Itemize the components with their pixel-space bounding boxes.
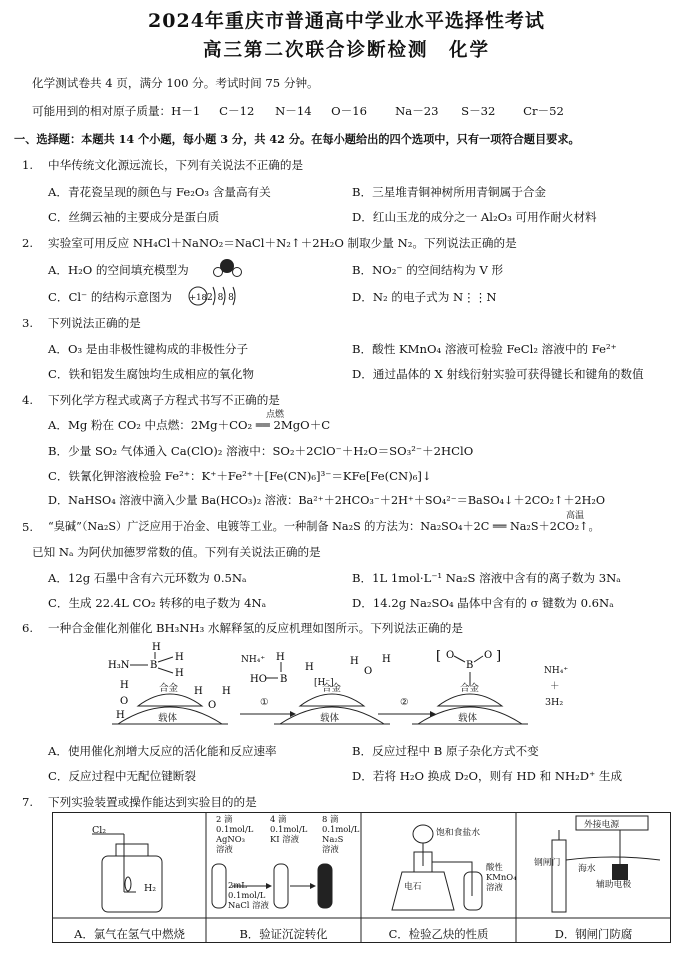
q5-option-c: C．生成 22.4L CO₂ 转移的电子数为 4Nₐ [48,596,267,610]
alloy-label-3: 合金 [460,683,480,694]
svg-text:H: H [350,656,359,667]
water-model-icon [208,256,244,280]
mass-cr: Cr－52 [523,104,564,118]
h2-product: 3H₂ [545,697,564,708]
exam-title: 2024年重庆市普通高中学业水平选择性考试 [148,10,545,32]
q3-number: 3. [22,316,34,330]
kmno4-line2: KMnO₄ [486,872,517,882]
seawater-label: 海水 [578,864,596,874]
svg-text:]: ] [496,649,502,664]
hydride-ion: [H⁻] [314,678,334,688]
drop1-label [216,814,253,854]
q1-option-a: A．青花瓷呈现的颜色与 Fe₂O₃ 含量高有关 [48,185,271,199]
svg-text:H: H [222,686,231,697]
alloy-label-2: 合金 [322,683,342,694]
q4-option-d: D．NaHSO₄ 溶液中滴入少量 Ba(HCO₃)₂ 溶液：Ba²⁺＋2HCO₃⁻＋2H⁺＋SO₄²⁻＝BaSO₄↓＋2CO₂↑＋2H₂O [48,494,606,507]
q5-number: 5. [22,520,34,534]
mechanism-diagram [100,638,660,738]
drop2-line2: 0.1mol/L [270,824,308,834]
svg-text:O: O [208,700,217,711]
drop3-line2: 0.1mol/L [322,824,360,834]
q6-option-a: A．使用催化剂增大反应的活化能和反应速率 [48,744,277,758]
q5-condition: 高温 [566,511,585,521]
caption-c: C．检验乙炔的性质 [388,927,489,941]
q3-option-d: D．通过晶体的 X 射线衍射实验可获得键长和键角的数值 [352,367,644,381]
q5-stem: “臭碱”（Na₂S）广泛应用于冶金、电镀等工业。一种制备 Na₂S 的方法为：Na₂SO₄＋2C ══ Na₂S＋2CO₂↑。 [48,520,600,533]
svg-text:H: H [382,654,391,665]
mass-s: S－32 [461,104,496,118]
svg-text:H: H [194,686,203,697]
q6-option-d: D．若将 H₂O 换成 D₂O，则有 HD 和 NH₂D⁺ 生成 [352,769,623,783]
nh4-ion: NH₄⁺ [241,655,266,665]
mass-h: H－1 [171,104,201,118]
base-line2: 0.1mol/L [228,890,266,900]
svg-text:O: O [120,696,129,707]
q1-number: 1. [22,158,34,172]
svg-text:H: H [120,680,129,691]
q6-number: 6. [22,621,34,635]
mass-n: N－14 [275,104,312,118]
q7-number: 7. [22,795,34,809]
svg-text:O: O [364,666,373,677]
q3-option-a: A．O₃ 是由非极性键构成的非极性分子 [48,342,249,356]
svg-text:H: H [305,662,314,673]
q7-stem: 下列实验装置或操作能达到实验目的的是 [48,795,257,809]
support-label-3: 载体 [458,713,478,724]
q6-option-b: B．反应过程中 B 原子杂化方式不变 [352,744,539,758]
q2-option-c: C．Cl⁻ 的结构示意图为 [48,290,173,304]
step-1-label: ① [260,697,269,708]
svg-text:B: B [466,660,474,671]
q4-option-b: B．少量 SO₂ 气体通入 Ca(ClO)₂ 溶液中：SO₂＋2ClO⁻＋H₂O＝SO₃²⁻＋2HClO [48,444,474,458]
drop2-line1: 4 滴 [270,814,287,824]
q4-option-a: A．Mg 粉在 CO₂ 中点燃：2Mg＋CO₂ ══ 2MgO＋C [48,418,331,432]
svg-text:[: [ [436,649,442,664]
gate-label: 钢闸门 [534,858,561,868]
svg-text:HO: HO [250,674,267,685]
exam-subtitle: 高三第二次联合诊断检测 化学 [202,40,490,61]
mass-na: Na－23 [395,104,439,118]
power-supply-label: 外接电源 [584,820,620,830]
brine-label: 饱和食盐水 [436,828,480,838]
kmno4-label [486,862,516,892]
alloy-label-1: 合金 [159,683,179,694]
kmno4-line3: 溶液 [486,882,503,892]
svg-text:O: O [446,650,455,661]
drop3-label [322,814,359,854]
step-2-label: ② [400,697,409,708]
svg-text:H₃N: H₃N [108,660,130,671]
h2-label: H₂ [144,883,157,894]
support-label-1: 载体 [158,713,178,724]
q2-number: 2. [22,236,34,250]
mass-o: O－16 [331,104,367,118]
cl2-label: Cl₂ [92,825,107,836]
drop1-line4: 溶液 [216,844,233,854]
q2-stem: 实验室可用反应 NH₄Cl＋NaNO₂＝NaCl＋N₂↑＋2H₂O 制取少量 N₂。下列说法正确的是 [48,236,517,250]
chloride-nucleus: +18 [189,293,207,303]
q4-stem: 下列化学方程式或离子方程式书写不正确的是 [48,393,280,407]
caption-b: B．验证沉淀转化 [239,927,328,941]
exam-info: 化学测试卷共 4 页，满分 100 分。考试时间 75 分钟。 [32,76,319,90]
q5-stem-2: 已知 Nₐ 为阿伏加德罗常数的值。下列有关说法正确的是 [32,545,321,559]
svg-text:H: H [175,652,184,663]
base-line3: NaCl 溶液 [228,900,269,910]
drop3-line1: 8 滴 [322,814,339,824]
q2-option-d: D．N₂ 的电子式为 N⋮⋮N [352,290,497,304]
drop1-line1: 2 滴 [216,814,233,824]
q4-option-c: C．铁氰化钾溶液检验 Fe²⁺：K⁺＋Fe²⁺＋[Fe(CN)₆]³⁻＝KFe[Fe(CN)₆]↓ [48,469,432,483]
base-solution-label [228,880,269,910]
svg-text:H: H [152,642,161,653]
drop1-line3: AgNO₃ [216,834,245,844]
section-heading: 一、选择题：本题共 14 个小题，每小题 3 分，共 42 分。在每小题给出的四个选项中，只有一项符合题目要求。 [14,132,580,146]
svg-text:B: B [280,674,288,685]
drop3-line4: 溶液 [322,844,339,854]
mass-c: C－12 [219,104,255,118]
caption-a: A．氯气在氢气中燃烧 [74,927,185,941]
q1-option-d: D．红山玉龙的成分之一 Al₂O₃ 可用作耐火材料 [352,210,597,224]
svg-text:H: H [116,710,125,721]
masses-label: 可能用到的相对原子质量： [32,104,172,118]
svg-text:O: O [484,650,493,661]
experiment-table [52,812,672,944]
q1-option-c: C．丝绸云袖的主要成分是蛋白质 [48,210,220,224]
q1-stem: 中华传统文化源远流长，下列有关说法不正确的是 [48,158,304,172]
svg-text:B: B [150,660,158,671]
q5-option-d: D．14.2g Na₂SO₄ 晶体中含有的 σ 键数为 0.6Nₐ [352,596,614,610]
drop3-line3: Na₂S [322,834,344,844]
caption-d: D．钢闸门防腐 [554,927,633,941]
anode-label: 辅助电极 [596,880,632,890]
q3-option-c: C．铁和铝发生腐蚀均生成相应的氧化物 [48,367,254,381]
base-line1: 2mL [228,880,247,890]
q3-stem: 下列说法正确的是 [48,316,141,330]
q5-option-a: A．12g 石墨中含有六元环数为 0.5Nₐ [48,571,247,585]
q2-option-b: B．NO₂⁻ 的空间结构为 V 形 [352,263,504,277]
q1-option-b: B．三星堆青铜神树所用青铜属于合金 [352,185,547,199]
q6-option-c: C．反应过程中无配位键断裂 [48,769,196,783]
svg-text:H: H [175,668,184,679]
nh4-product: NH₄⁺ [544,666,569,676]
q5-option-b: B．1L 1mol·L⁻¹ Na₂S 溶液中含有的离子数为 3Nₐ [352,571,621,585]
q6-stem: 一种合金催化剂催化 BH₃NH₃ 水解释氢的反应机理如图所示。下列说法正确的是 [48,621,463,635]
drop2-line3: KI 溶液 [270,834,299,844]
q4-condition: 点燃 [266,410,285,420]
atomic-masses [32,104,564,118]
plus-sign: ＋ [550,681,560,692]
chloride-shells: 2 8 8 [207,293,235,303]
q2-option-a: A．H₂O 的空间填充模型为 [48,263,189,277]
q4-number: 4. [22,393,34,407]
carbide-label: 电石 [404,882,422,892]
kmno4-line1: 酸性 [486,862,503,872]
support-label-2: 载体 [320,713,340,724]
svg-text:H: H [276,652,285,663]
drop1-line2: 0.1mol/L [216,824,254,834]
drop2-label [270,814,307,844]
q3-option-b: B．酸性 KMnO₄ 溶液可检验 FeCl₂ 溶液中的 Fe²⁺ [352,342,617,356]
